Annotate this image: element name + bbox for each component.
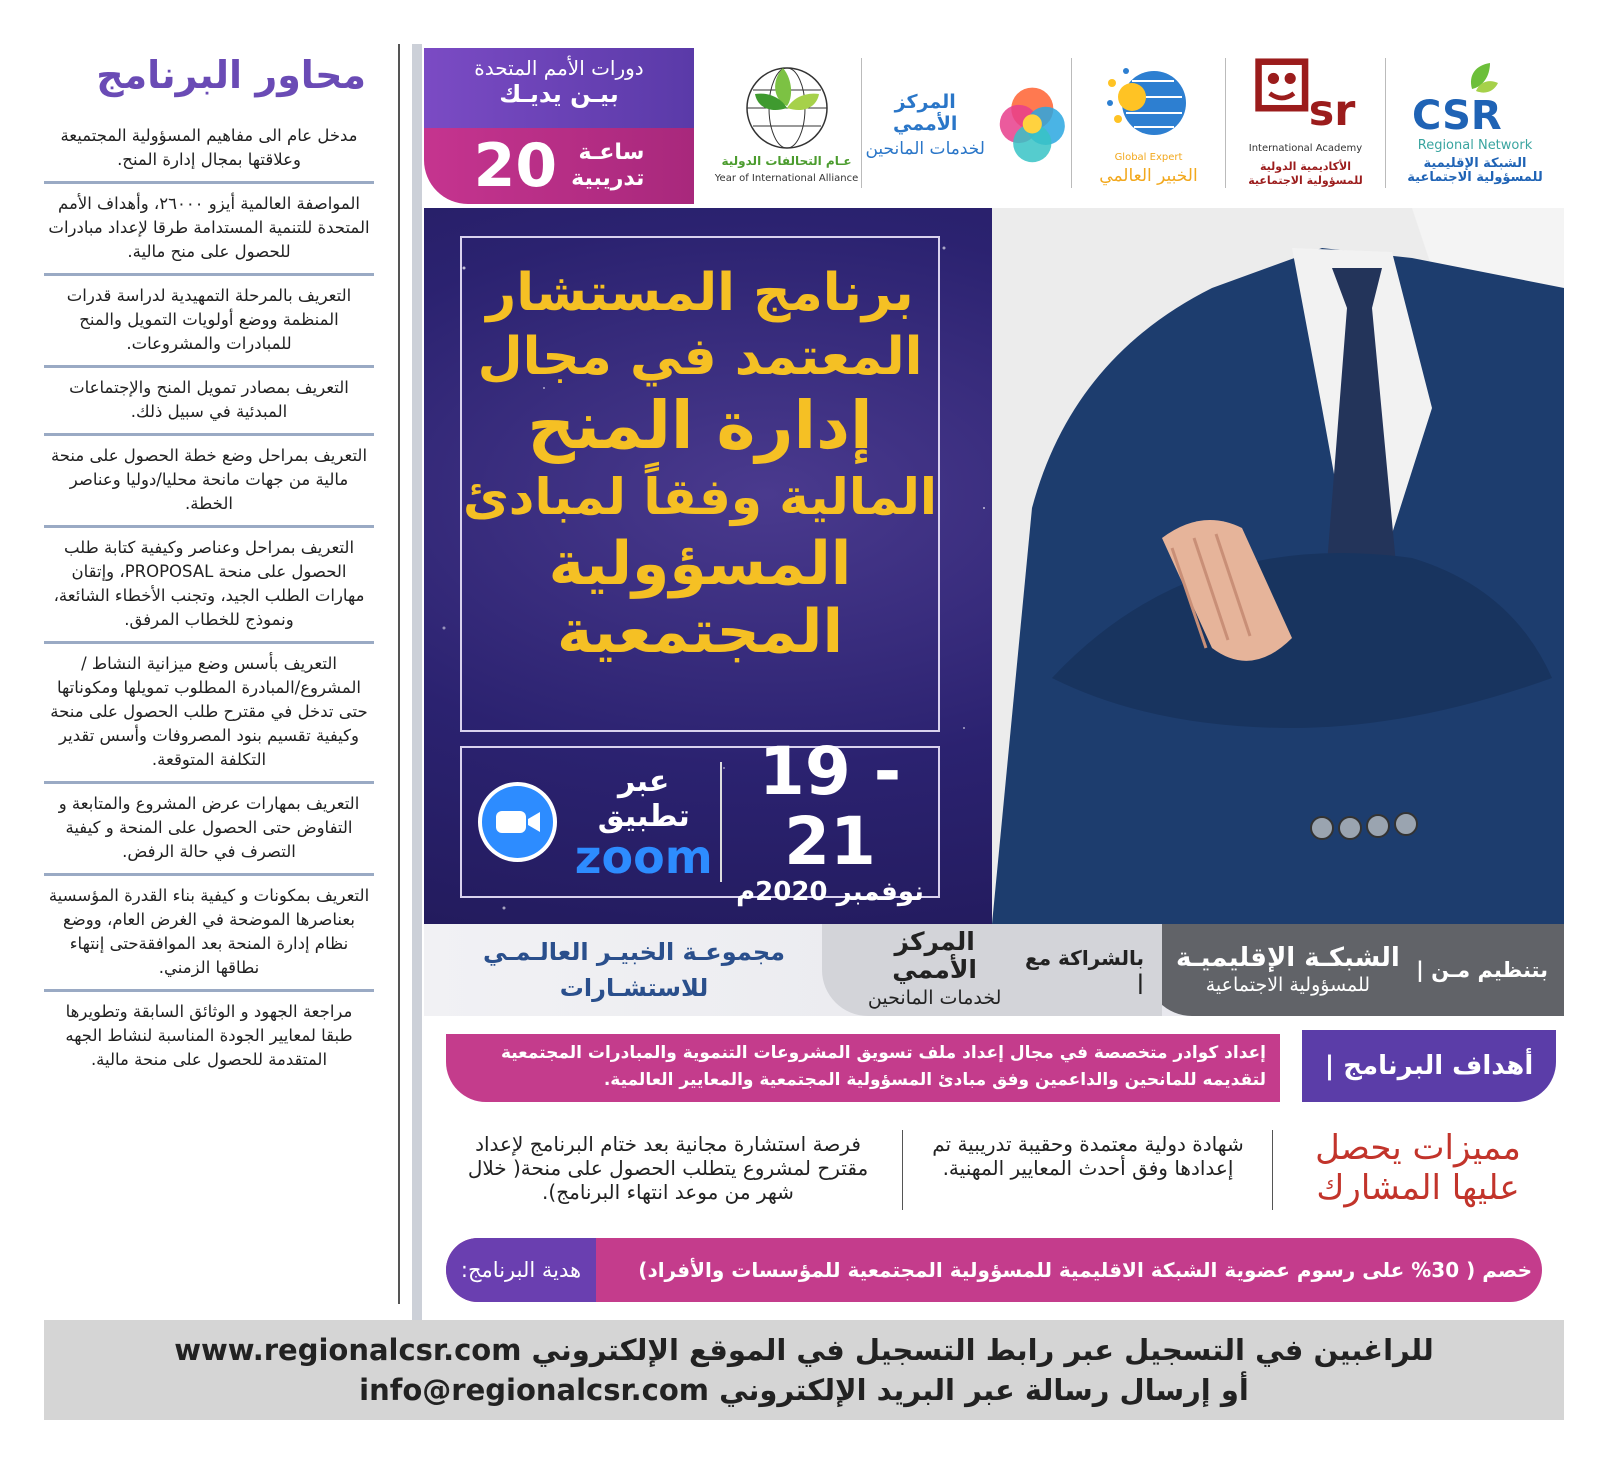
organizer-name-sub: للمسؤولية الاجتماعية	[1205, 974, 1371, 996]
un-courses-banner	[424, 48, 694, 128]
benefits-separator	[1272, 1130, 1273, 1210]
axes-title: محاور البرنامج	[96, 53, 366, 97]
training-hours-badge	[424, 48, 694, 204]
un-center-caption-1: المركز الأممي	[893, 91, 958, 135]
globe-dots-logo-icon	[1104, 63, 1194, 147]
gift-label: هدية البرنامج:	[446, 1238, 596, 1302]
benefit-free-consultation: فرصة استشارة مجانية بعد ختام البرنامج لإعداد مقترح لمشروع يتطلب الحصول على منحة( خلال شهر من موعد انتهاء البرنامج).	[467, 1132, 869, 1204]
global-expert-logo	[1072, 58, 1226, 188]
un-donor-center-text	[862, 87, 988, 159]
axis-item: التعريف بالمرحلة التمهيدية لدراسة قدرات المنظمة ووضع أولويات التمويل والمنح للمبادرات والمشروعات.	[44, 276, 374, 368]
program-gift-banner	[446, 1238, 1542, 1302]
hero-banner	[424, 208, 1564, 924]
column-divider	[398, 44, 400, 1304]
partner-name-main: المركز الأممي	[892, 927, 977, 984]
axis-item: التعريف بأسس وضع ميزانية النشاط /المشروع/المبادرة المطلوب تمويلها ومكوناتها حتى تدخل في مقترح طلب الحصول على منحة وكيفية تقسيم بنود المصروفات وأسس تقدير التكلفة المتوقعة.	[44, 644, 374, 784]
partner-name	[852, 928, 1017, 1012]
alliance-caption-ar: عـام التحالفات الدولية	[721, 154, 852, 168]
title-line-6: المجتمعية	[556, 597, 844, 667]
title-line-4: المالية وفقاً لمبادئ	[462, 468, 938, 526]
businessman-illustration	[992, 208, 1564, 924]
program-title-box	[460, 236, 940, 732]
program-goals-text: إعداد كوادر متخصصة في مجال إعداد ملف تسويق المشروعات التنموية والمبادرات المجتمعية لتقديمه للمانحين والداعمين وفق مبادئ المسؤولية المجتمعية والمعايير العالمية.	[446, 1034, 1280, 1102]
axis-item: مدخل عام الى مفاهيم المسؤولية المجتميعة وعلاقتها بمجال إدارة المنح.	[44, 116, 374, 184]
zoom-camera-icon	[478, 782, 557, 862]
csr-network-logo	[1386, 58, 1564, 188]
un-courses-text: دورات الأمم المتحدة	[474, 56, 644, 80]
benefit-certificate: شهادة دولية معتمدة وحقيبة تدريبية تم إعدادها وفق أحدث المعايير المهنية.	[932, 1132, 1244, 1180]
hours-unit-line1: ساعـة	[578, 140, 645, 165]
title-line-2: المعتمد في مجال	[477, 327, 923, 387]
hours-count-banner	[424, 128, 694, 204]
organizers-bar	[424, 924, 1564, 1016]
alliance-year-logo	[712, 58, 862, 188]
in-your-hands-text: بيـن يديـك	[499, 80, 619, 108]
organized-by-label: بتنظيم مـن |	[1416, 958, 1548, 982]
participant-benefits-label: مميزات يحصل عليها المشارك	[1315, 1128, 1521, 1208]
registration-email-line: أو إرسال رسالة عبر البريد الإلكتروني info@regionalcsr.com	[359, 1373, 1249, 1407]
organizer-name	[1176, 943, 1400, 997]
partner-logos-row	[712, 48, 1564, 198]
csr-academy-logo-icon	[1251, 58, 1361, 138]
axis-item: التعريف بمهارات عرض المشروع والمتابعة و التفاوض حتى الحصول على المنحة و كيفية التصرف في حالة الرفض.	[44, 784, 374, 876]
program-axes-column	[44, 44, 374, 1304]
flower-logo-icon	[994, 68, 1071, 178]
global-expert-caption-en: Global Expert	[1114, 152, 1183, 163]
csr-network-logo-icon	[1410, 61, 1540, 135]
organizer-pill	[1146, 924, 1564, 1016]
hours-number: 20	[473, 131, 558, 201]
organizer-name-main: الشبكـة الإقليميـة	[1176, 943, 1400, 973]
zoom-platform	[462, 748, 720, 896]
program-goals-label: أهداف البرنامج |	[1302, 1030, 1556, 1102]
un-donor-center-logo	[862, 58, 1072, 188]
un-donor-center-lockup	[862, 68, 1071, 178]
axis-item: التعريف بمراحل وعناصر وكيفية كتابة طلب الحصول على منحة PROPOSAL، وإتقان مهارات الطلب الجيد، وتجنب الأخطاء الشائعة، ونموذج للخطاب المرفق.	[44, 528, 374, 644]
consulting-group-name: مجموعـة الخبيـر العالـمـي للاستشـارات	[482, 938, 785, 1002]
academy-caption-en: International Academy	[1248, 143, 1363, 154]
via-app-text: عبر تطبيق	[597, 764, 690, 834]
title-line-5: المسؤولية	[548, 529, 852, 599]
in-partnership-label: بالشراكة مع |	[1025, 946, 1144, 994]
registration-footer	[44, 1320, 1564, 1420]
axis-item: المواصفة العالمية أيزو ٢٦٠٠٠، وأهداف الأمم المتحدة للتنمية المستدامة طرقا لإعداد مبادرات للحصول على منح مالية.	[44, 184, 374, 276]
academy-caption-ar: الأكاديمية الدولية للمسؤولية الاجتماعية	[1248, 160, 1363, 187]
registration-website-line: للراغبين في التسجيل عبر رابط التسجيل في الموقع الإلكتروني www.regionalcsr.com	[174, 1333, 1434, 1367]
un-center-caption-2: لخدمات المانحين	[865, 139, 985, 159]
axis-item: التعريف بمراحل وضع خطة الحصول على منحة مالية من جهات مانحة محليا/دوليا وعناصر الخطة.	[44, 436, 374, 528]
network-caption-ar: الشبكة الإقليمية للمسؤولية الاجتماعية	[1407, 156, 1543, 185]
partner-name-sub: لخدمات المانحين	[867, 987, 1002, 1009]
partner-pill	[822, 924, 1162, 1016]
csr-academy-logo	[1226, 58, 1386, 188]
axis-item: التعريف بمكونات و كيفية بناء القدرة المؤسسية بعناصرها الموضحة في الغرض العام، ووضع نظام إدارة المنحة بعد الموافقةحتى إنتهاء نطاقها الزمني.	[44, 876, 374, 992]
alliance-caption-en: Year of International Alliance	[714, 173, 859, 184]
gift-text: خصم ( 30% على رسوم عضوية الشبكة الاقليمية للمسؤولية المجتمعية للمؤسسات والأفراد)	[638, 1258, 1532, 1282]
hours-unit-line2: تدريبية	[571, 166, 645, 191]
global-expert-caption-ar: الخبير العالمي	[1099, 166, 1198, 186]
program-dates	[722, 733, 938, 907]
frame-shadow	[412, 44, 422, 1320]
hours-unit	[571, 140, 644, 192]
date-and-platform-box	[460, 733, 940, 907]
globe-leaf-logo-icon	[739, 60, 835, 150]
svg-text:CSR: CSR	[1412, 93, 1502, 135]
video-camera-icon	[494, 807, 542, 837]
date-range: 19 - 21	[758, 733, 902, 880]
network-caption-en: Regional Network	[1417, 138, 1533, 153]
benefits-separator	[902, 1130, 903, 1210]
date-month: نوفمبر 2020م	[736, 877, 924, 907]
svg-text:sr: sr	[1308, 85, 1355, 136]
title-line-3: إدارة المنح	[527, 387, 873, 464]
axis-item: التعريف بمصادر تمويل المنح والإجتماعات المبدئية في سبيل ذلك.	[44, 368, 374, 436]
zoom-wordmark: zoom	[574, 830, 713, 884]
axis-item: مراجعة الجهود و الوثائق السابقة وتطويرها طبقا لمعايير الجودة المناسبة لنشاط الجهه المتقدمة للحصول على منحة مالية.	[65, 1002, 353, 1069]
title-line-1: برنامج المستشار	[486, 263, 914, 323]
zoom-label	[567, 764, 720, 884]
